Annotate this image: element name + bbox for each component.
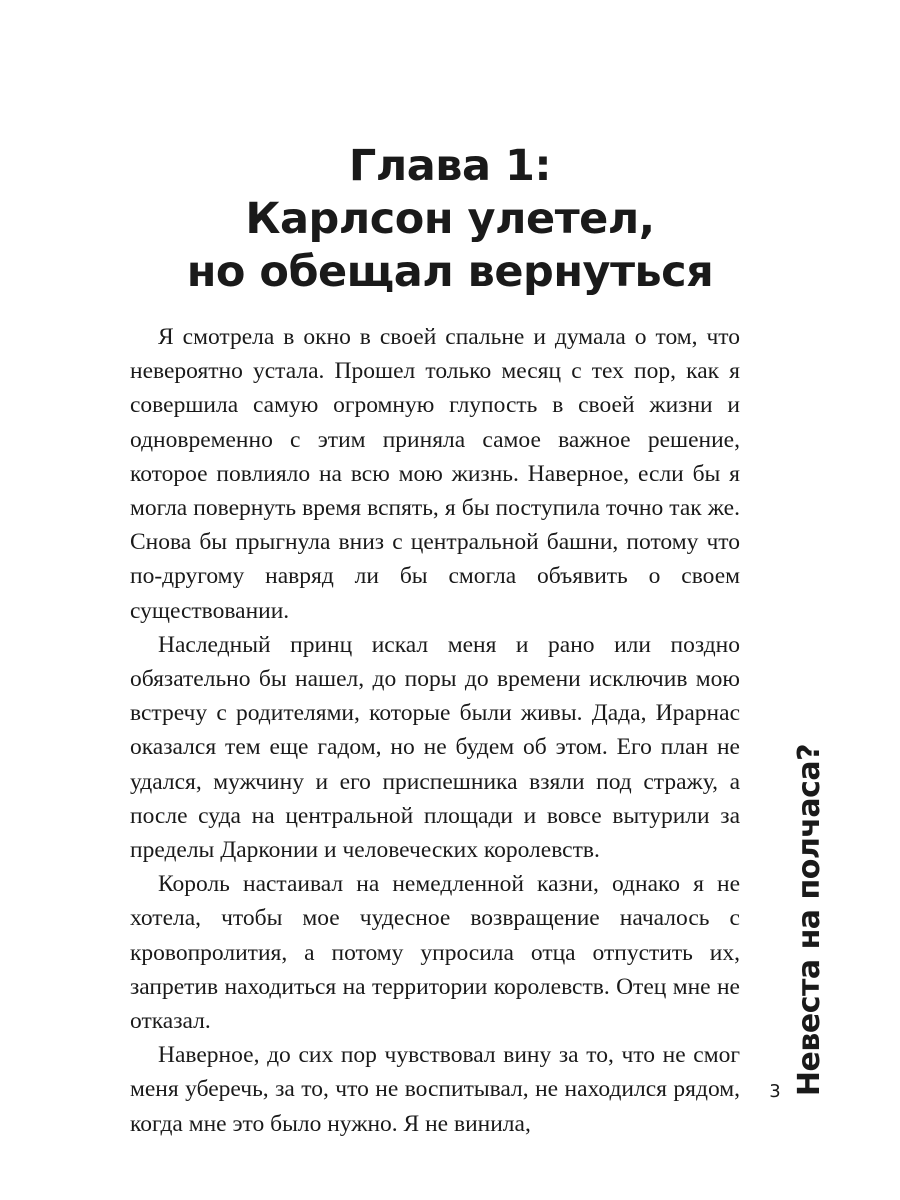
body-text [130,320,740,1141]
paragraph-1: Я смотрела в окно в своей спальне и думала о том, что невероятно устала. Прошел только месяц с тех пор, как я совершила самую огромную глупость в своей жизни и одновременно с этим приняла самое важное решение, которое повлияло на всю мою жизнь. Наверное, если бы я могла повернуть время вспять, я бы поступила точно так же. Снова бы прыгнула вниз с центральной башни, потому что по-другому навряд ли бы смогла объявить о своем существовании. [130,324,740,624]
running-title: Невеста на полчаса? [792,743,827,1097]
chapter-title-line-2: Карлсон улетел, [245,194,655,244]
chapter-title [130,140,770,299]
paragraph-2: Наследный принц искал меня и рано или поздно обязательно бы нашел, до поры до времени исключив мою встречу с родителями, которые были живы. Дада, Ирарнас оказался тем еще гадом, но не будем об этом. Его план не удался, мужчину и его приспешника взяли под стражу, а после суда на центральной площади и вовсе вытурили за пределы Дарконии и человеческих королевств. [130,631,740,864]
chapter-title-line-1: Глава 1: [348,141,552,191]
paragraph-4: Наверное, до сих пор чувствовал вину за то, что не смог меня уберечь, за то, что не воспитывал, не находился рядом, когда мне это было нужно. Я не винила, [130,1042,740,1137]
paragraph-3: Король настаивал на немедленной казни, однако я не хотела, чтобы мое чудесное возвращение началось с кровопролития, а потому упросила отца отпустить их, запретив находиться на территории королевств. Отец мне не отказал. [130,871,740,1035]
page-number: 3 [769,1081,781,1102]
chapter-title-line-3: но обещал вернуться [186,247,714,297]
